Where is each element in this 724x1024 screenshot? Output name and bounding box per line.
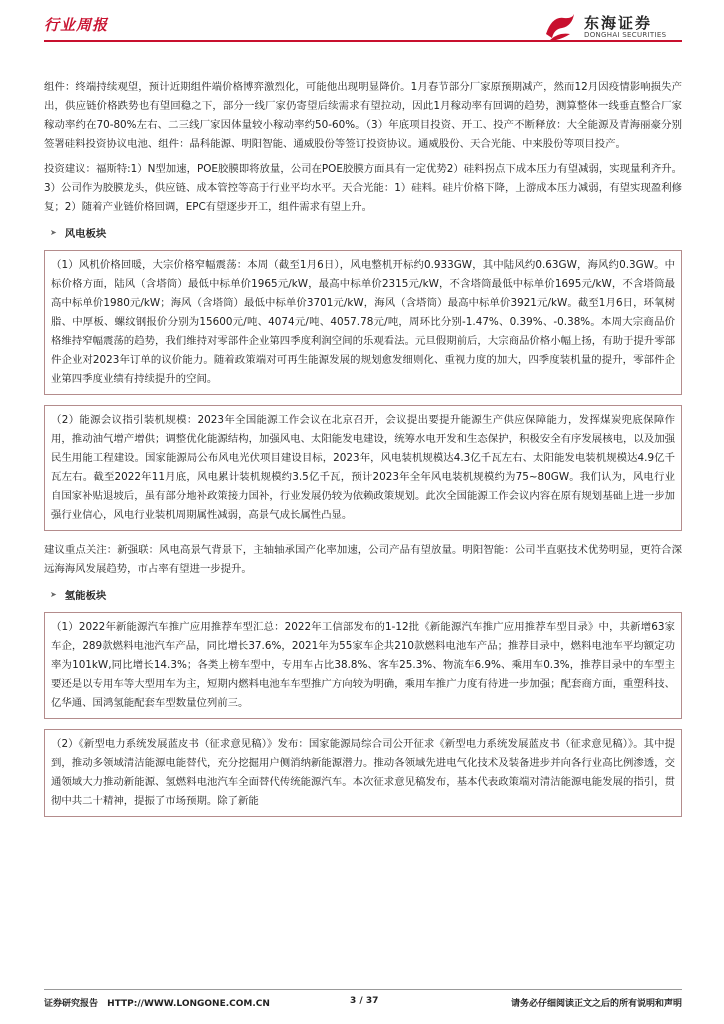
page-number: 3 / 37 <box>350 996 379 1006</box>
paragraph-components: 组件：终端持续观望，预计近期组件端价格博弈激烈化，可能他出现明显降价。1月春节部分厂家原预期减产，然而12月因疫情影响损失产出，供应链价格跌势也有望回稳之下，部分一线厂家仍寄望后续需求有望拉动，因此1月稼动率有回调的趋势，测算整体一线垂直整合厂家稼动率约在70-80%左右、二三线厂家因体量较小稼动率约50-60%。（3）年底项目投资、开工、投产不断释放：大全能源及青海丽豪分别签署硅料投资协议电池、组件：晶科能源、明阳智能、通威股份等签订投资协议。通威股份、天合光能、中来股份等项目投产。 <box>44 81 682 150</box>
company-logo <box>542 10 682 44</box>
wind-box-2 <box>44 405 682 531</box>
section-title: 风电板块 <box>64 228 107 240</box>
section-heading-wind <box>50 225 682 240</box>
page-header <box>0 0 724 52</box>
logo-name: 东海证券 <box>584 14 653 32</box>
footer-report-label: 证券研究报告 <box>44 999 99 1009</box>
footer-disclaimer: 请务必仔细阅读正文之后的所有说明和声明 <box>510 999 682 1009</box>
logo-emblem-icon <box>542 10 578 44</box>
paragraph-wind-prices: （1）风机价格回暖，大宗价格窄幅震荡：本周（截至1月6日），风电整机开标约0.933GW，其中陆风约0.63GW，海风约0.3GW。中标价格方面，陆风（含塔筒）最低中标单价1965元/kW，最高中标单价2315元/kW，不含塔筒最低中标单价1695元/kW，不含塔筒最高中标单价1980元/kW；海风（含塔筒）最低中标单价3701元/kW，海风（含塔筒）最高中标单价3921元/kW。截至1月6日，环氧树脂、中厚板、螺纹钢报价分别为15600元/吨、4074元/吨、4057.78元/吨，周环比分别-1.47%、0.39%、-0.38%。本周大宗商品价格维持窄幅震荡的趋势，我们维持对零部件企业第四季度利润空间的乐观看法。元旦假期前后，大宗商品价格小幅上扬，有助于提升零部件企业对2023年订单的议价能力。随着政策端对可再生能源发展的规划愈发细则化、重视力度的加大，四季度装机量的提升，零部件企业第四季度业绩有持续提升的空间。 <box>51 259 675 385</box>
section-title: 氢能板块 <box>64 590 107 602</box>
hydrogen-box-2 <box>44 729 682 817</box>
paragraph-power-system-bluebook: （2）《新型电力系统发展蓝皮书（征求意见稿）》发布：国家能源局综合司公开征求《新型电力系统发展蓝皮书（征求意见稿）》。其中提到，推动多领域清洁能源电能替代，充分挖掘用户侧消纳新能源潜力。推动各领域先进电气化技术及装备进步并向各行业高比例渗透，交通领域大力推动新能源、氢燃料电池汽车全面替代传统能源汽车。本次征求意见稿发布，基本代表政策端对清洁能源电能发展的指引，贯彻中共二十精神，提振了市场预期。除了新能 <box>51 738 675 807</box>
report-type-title: 行业周报 <box>44 16 109 34</box>
section-heading-hydrogen <box>50 587 682 602</box>
logo-subtitle: DONGHAI SECURITIES <box>584 31 667 39</box>
paragraph-nev-models: （1）2022年新能源汽车推广应用推荐车型汇总：2022年工信部发布的1-12批《新能源汽车推广应用推荐车型目录》中，共新增63家车企，289款燃料电池汽车产品，同比增长37.6%，2021年为55家车企共210款燃料电池车产品；推荐目录中，燃料电池车平均额定功率为101kW,同比增长14.3%；各类上榜车型中，专用车占比38.8%、客车25.3%、物流车6.9%、乘用车0.3%，推荐目录中的车型主要还是以专用车等大型用车为主，短期内燃料电池车车型推广方向较为明确，乘用车推广力度有待进一步加强；配套商方面，重塑科技、亿华通、国鸿氢能配套车型数量位列前三。 <box>51 621 675 709</box>
wind-box-1 <box>44 250 682 395</box>
triangle-bullet-icon: ➤ <box>50 590 57 599</box>
report-content <box>44 78 682 827</box>
paragraph-energy-conference: （2）能源会议指引装机规模：2023年全国能源工作会议在北京召开，会议提出要提升能源生产供应保障能力，发挥煤炭兜底保障作用，推动油气增产增供；调整优化能源结构，加强风电、太阳能发电建设，统筹水电开发和生态保护，积极安全有序发展核电，以及加强民生用能工程建设。国家能源局公布风电光伏项目建设目标，2023年，风电装机规模达4.3亿千瓦左右、太阳能发电装机规模达4.9亿千瓦左右。截至2022年11月底，风电累计装机规模约3.5亿千瓦，预计2023年全年风电装机规模约为75~80GW。我们认为，风电行业自国家补贴退坡后，虽有部分地补政策接力国补，行业发展仍较为依赖政策规划。此次全国能源工作会议内容在原有规划基础上进一步加强行业信心，风电行业装机周期属性减弱，高景气成长属性凸显。 <box>51 414 675 521</box>
paragraph-investment-advice: 投资建议：福斯特:1）N型加速，POE胶膜即将放量，公司在POE胶膜方面具有一定优势2）硅料拐点下成本压力有望减弱，实现量利齐升。3）公司作为胶膜龙头，供应链、成本管控等高于行业平均水平。天合光能：1）硅料。硅片价格下降，上游成本压力减弱，有望实现盈利修复；2）随着产业链价格回调，EPC有望逐步开工，组件需求有望上升。 <box>44 163 682 213</box>
footer-left <box>44 996 270 1009</box>
footer-divider <box>44 989 682 990</box>
paragraph-wind-recommendations: 建议重点关注：新强联：风电高景气背景下，主轴轴承国产化率加速，公司产品有望放量。明阳智能：公司半直驱技术优势明显，更符合深远海海风发展趋势，市占率有望进一步提升。 <box>44 544 682 575</box>
footer-website-link[interactable]: HTTP://WWW.LONGONE.COM.CN <box>107 999 270 1009</box>
hydrogen-box-1 <box>44 612 682 719</box>
triangle-bullet-icon: ➤ <box>50 228 57 237</box>
